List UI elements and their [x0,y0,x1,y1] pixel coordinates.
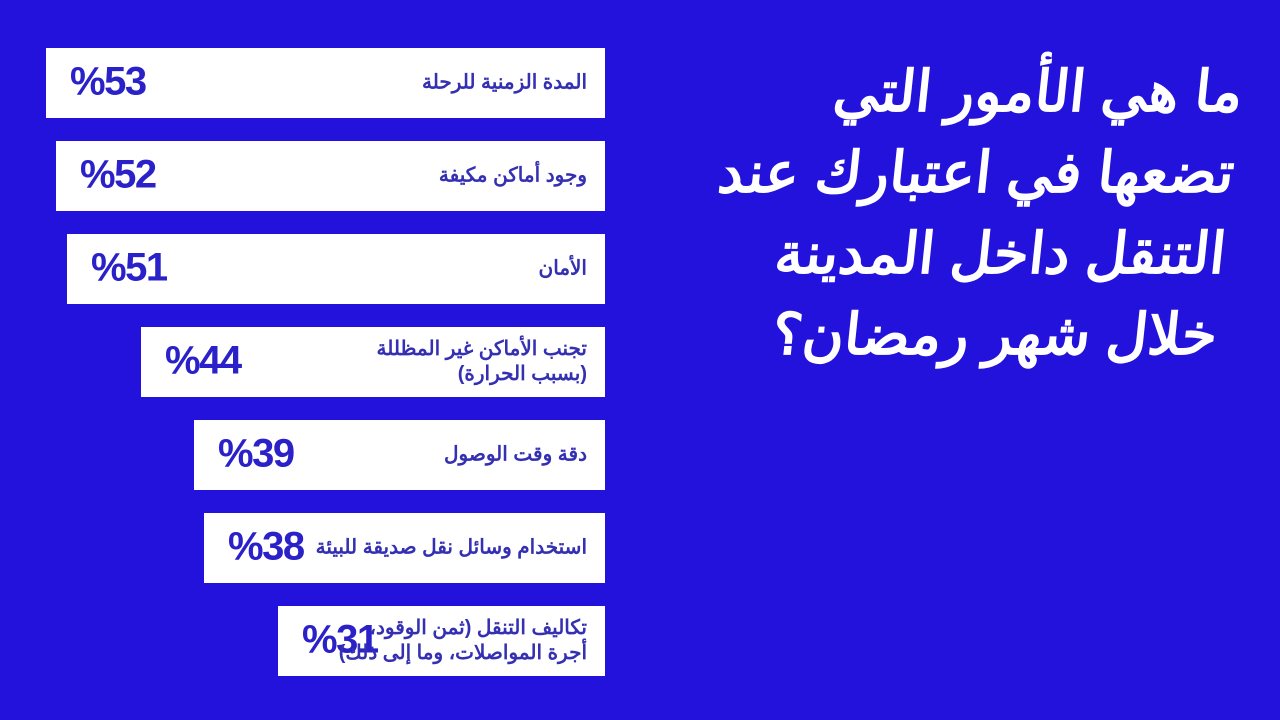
chart-title-line: ما هي الأمور التي [830,60,1247,124]
bar-category-label: المدة الزمنية للرحلة [422,71,587,94]
bar-row [204,513,605,583]
bar-category-label: استخدام وسائل نقل صديقة للبيئة [315,536,587,559]
chart-title-line: تضعها في اعتبارك عند [714,141,1238,205]
bar-category-label: تكاليف التنقل (ثمن الوقود، أجرة المواصلات، وما إلى ذلك) [338,617,587,664]
bar-value-label: %51 [91,245,167,290]
chart-title-line: التنقل داخل المدينة [771,222,1230,286]
bar-category-label: تجنب الأماكن غير المظللة (بسبب الحرارة) [376,338,587,385]
bar-row [56,141,605,211]
bar-row [141,327,605,397]
bar-value-label: %31 [302,617,378,662]
bar-row [67,234,605,304]
bar-value-label: %44 [165,338,241,383]
bar-value-label: %52 [80,152,156,197]
bar-value-label: %53 [70,59,146,104]
bar-category-label: وجود أماكن مكيفة [438,164,587,187]
chart-title-line: خلال شهر رمضان؟ [769,303,1221,367]
bar-value-label: %39 [218,431,294,476]
chart-title-question [697,52,1247,376]
bar-row [278,606,605,676]
bar-category-label: دقة وقت الوصول [444,443,587,466]
bar-value-label: %38 [228,524,304,569]
bar-row [194,420,605,490]
bar-category-label: الأمان [538,257,587,280]
bar-row [46,48,605,118]
